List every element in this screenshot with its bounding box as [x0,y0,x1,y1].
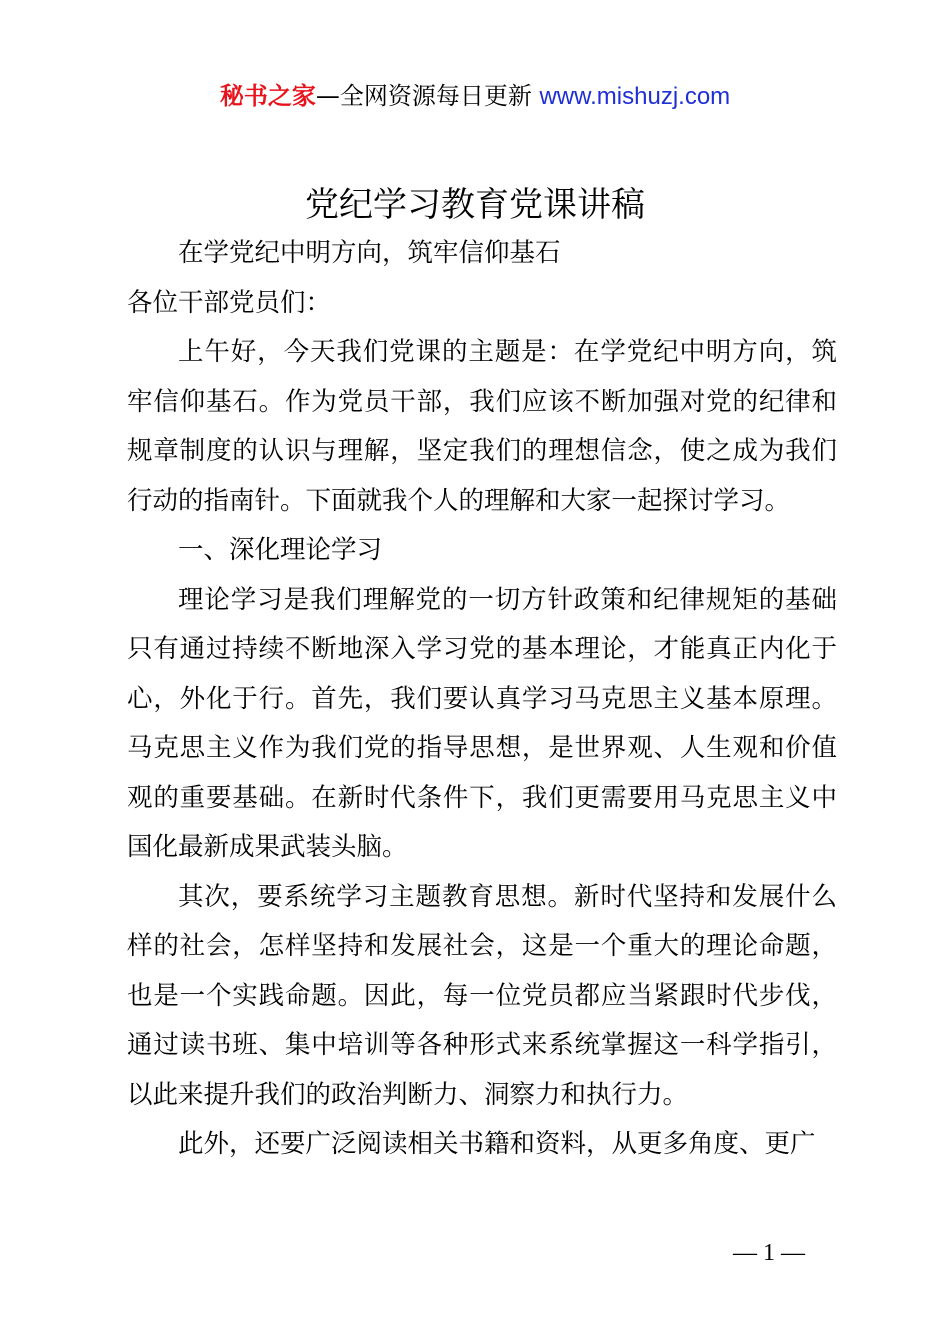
document-subtitle: 在学党纪中明方向，筑牢信仰基石 [178,238,561,268]
paragraph-intro: 上午好，今天我们党课的主题是：在学党纪中明方向，筑牢信仰基石。作为党员干部，我们应该不断加强对党的纪律和规章制度的认识与理解，坚定我们的理想信念，使之成为我们行动的指南针。下面就我个人的理解和大家一起探讨学习。 [127,337,837,516]
page-number: — 1 — [733,1240,805,1266]
header-tagline: —全网资源每日更新 [315,82,540,110]
brand-name: 秘书之家 [219,82,316,110]
site-header [0,80,950,113]
paragraph-theory: 理论学习是我们理解党的一切方针政策和纪律规矩的基础只有通过持续不断地深入学习党的基本理论，才能真正内化于心，外化于行。首先，我们要认真学习马克思主义基本原理。马克思主义作为我们党的指导思想，是世界观、人生观和价值观的重要基础。在新时代条件下，我们更需要用马克思主义中国化最新成果武装头脑。 [127,584,837,862]
paragraph-moreover: 此外，还要广泛阅读相关书籍和资料，从更多角度、更广 [178,1129,816,1159]
site-url-link[interactable]: www.mishuzj.com [539,83,731,110]
salutation: 各位干部党员们： [127,287,332,318]
section-heading: 一、深化理论学习 [178,535,383,565]
document-title: 党纪学习教育党课讲稿 [305,185,645,225]
paragraph-secondly: 其次，要系统学习主题教育思想。新时代坚持和发展什么样的社会，怎样坚持和发展社会，这是一个重大的理论命题，也是一个实践命题。因此，每一位党员都应当紧跟时代步伐，通过读书班、集中培训等各种形式来系统掌握这一科学指引，以此来提升我们的政治判断力、洞察力和执行力。 [127,881,837,1110]
document-body [127,229,837,1170]
